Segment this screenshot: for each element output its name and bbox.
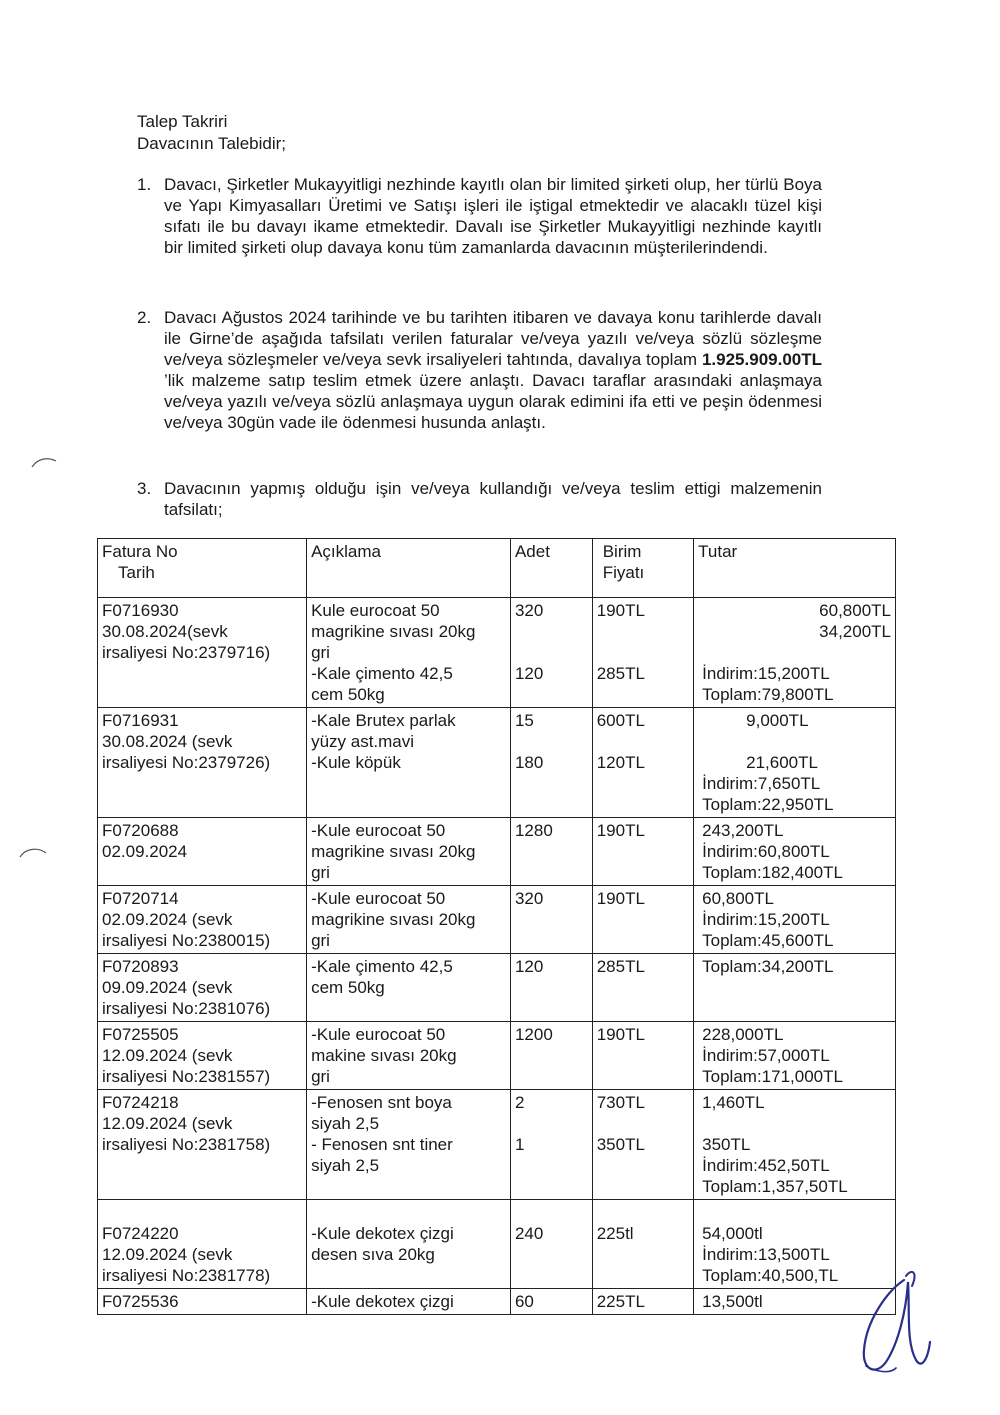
aciklama-line: magrikine sıvası 20kg — [311, 842, 476, 861]
adet-line — [515, 642, 588, 663]
cell-aciklama — [307, 818, 511, 886]
birim-line: 600TL — [596, 711, 645, 730]
paragraph-number: 3. — [137, 479, 152, 498]
cell-adet — [510, 1289, 592, 1315]
document-subtitle: Davacının Talebidir; — [137, 134, 286, 153]
cell-fatura — [98, 886, 307, 954]
fatura-line: 12.09.2024 (sevk — [102, 1245, 233, 1264]
aciklama-line: desen sıva 20kg — [311, 1245, 435, 1264]
tutar-line: Toplam:45,600TL — [702, 931, 834, 950]
invoice-table-body — [98, 598, 896, 1315]
header-birim: Birim Fiyatı — [592, 539, 693, 598]
table-header-row — [98, 539, 896, 598]
tutar-line: 60,800TL — [819, 601, 891, 620]
tutar-line: Toplam:34,200TL — [702, 957, 834, 976]
birim-line — [597, 621, 689, 642]
tutar-line: İndirim:13,500TL — [702, 1245, 830, 1264]
cell-birim — [592, 818, 693, 886]
paragraph-number: 1. — [137, 175, 152, 194]
cell-aciklama — [307, 598, 511, 708]
fatura-line: 12.09.2024 (sevk — [102, 1046, 233, 1065]
cell-fatura — [98, 818, 307, 886]
tutar-line: Toplam:1,357,50TL — [702, 1177, 848, 1196]
fatura-line: F0725505 — [102, 1025, 179, 1044]
tutar-line: 350TL — [702, 1135, 751, 1154]
tutar-line: 21,600TL — [746, 753, 818, 772]
tutar-line: 34,200TL — [819, 622, 891, 641]
cell-adet — [510, 708, 592, 818]
cell-fatura — [98, 708, 307, 818]
tutar-line: İndirim:452,50TL — [702, 1156, 830, 1175]
adet-line: 180 — [514, 753, 544, 772]
tutar-line — [702, 1202, 891, 1223]
adet-line: 240 — [514, 1224, 544, 1243]
tutar-line: 1,460TL — [702, 1093, 765, 1112]
fatura-line: F0720714 — [102, 889, 179, 908]
cell-birim — [592, 708, 693, 818]
table-row — [98, 708, 896, 818]
fatura-line: 02.09.2024 — [102, 842, 188, 861]
cell-adet — [510, 818, 592, 886]
tutar-line — [702, 1113, 891, 1134]
paragraph-3 — [137, 478, 822, 520]
fatura-line: irsaliyesi No:2379716) — [102, 643, 271, 662]
cell-birim — [592, 1022, 693, 1090]
fatura-line: F0716930 — [102, 601, 179, 620]
tutar-line: İndirim:57,000TL — [702, 1046, 830, 1065]
fatura-line: F0720893 — [102, 957, 179, 976]
birim-line: 190TL — [596, 821, 645, 840]
paragraph-text-before: Davacı Ağustos 2024 tarihinde ve bu tarihten itibaren ve davaya konu tarihlerde davalı ile Girne’de aşağıda tafsilatı verilen faturalar ve/veya yazılı ve/veya sözlü sözleşme ve/veya sözleşmeler ve/veya sevk irsaliyeleri tahtında, davalıya toplam — [164, 308, 822, 369]
cell-aciklama — [307, 1289, 511, 1315]
cell-fatura — [98, 1090, 307, 1200]
margin-mark — [30, 455, 58, 469]
cell-tutar — [694, 954, 896, 1022]
aciklama-line: - Fenosen snt tiner — [311, 1135, 453, 1154]
adet-line — [515, 1202, 588, 1223]
cell-adet — [510, 598, 592, 708]
aciklama-line: -Fenosen snt boya — [311, 1093, 452, 1112]
tutar-line — [702, 642, 891, 663]
tutar-line: 54,000tl — [702, 1224, 763, 1243]
aciklama-line: -Kule köpük — [311, 753, 401, 772]
birim-line — [597, 1202, 689, 1223]
aciklama-line: gri — [311, 643, 330, 662]
tutar-line: İndirim:60,800TL — [702, 842, 830, 861]
total-amount: 1.925.909.00TL — [701, 350, 822, 369]
cell-adet — [510, 1022, 592, 1090]
birim-line: 225tl — [596, 1224, 634, 1243]
aciklama-line: -Kale çimento 42,5 — [311, 664, 453, 683]
table-row — [98, 1200, 896, 1289]
cell-birim — [592, 1289, 693, 1315]
adet-line: 120 — [514, 664, 544, 683]
birim-line — [597, 731, 689, 752]
aciklama-line: -Kule eurocoat 50 — [311, 821, 446, 840]
adet-line: 60 — [514, 1292, 534, 1311]
cell-aciklama — [307, 1090, 511, 1200]
cell-tutar — [694, 818, 896, 886]
tutar-line: İndirim:15,200TL — [702, 664, 830, 683]
aciklama-line: yüzy ast.mavi — [311, 732, 415, 751]
paragraph-number: 2. — [137, 308, 152, 327]
paragraph-text: Davacının yapmış olduğu işin ve/veya kullandığı ve/veya teslim ettigi malzemenin tafsilatı; — [164, 479, 822, 519]
aciklama-line: -Kule dekotex çizgi — [311, 1292, 454, 1311]
fatura-line: 30.08.2024(sevk — [102, 622, 228, 641]
cell-aciklama — [307, 1200, 511, 1289]
aciklama-line: -Kale çimento 42,5 — [311, 957, 453, 976]
aciklama-line: cem 50kg — [311, 978, 385, 997]
tutar-line: Toplam:171,000TL — [702, 1067, 843, 1086]
fatura-line: F0725536 — [102, 1292, 179, 1311]
aciklama-line: -Kule eurocoat 50 — [311, 1025, 446, 1044]
tutar-line: Toplam:22,950TL — [702, 795, 834, 814]
table-row — [98, 886, 896, 954]
aciklama-line: gri — [311, 1067, 330, 1086]
paragraph-text-after: ’lik malzeme satıp teslim etmek üzere anlaştı. Davacı taraflar arasındaki anlaşmaya ve/veya yazılı ve/veya sözlü anlaşmaya uygun olarak edimini ifa etti ve peşin ödenmesi ve/veya 30gün vade ile ödenmesi husunda anlaştı. — [164, 371, 822, 432]
fatura-line: F0724220 — [102, 1224, 179, 1243]
header-fatura: Fatura No Tarih — [98, 539, 307, 598]
birim-line: 350TL — [596, 1135, 645, 1154]
aciklama-line: magrikine sıvası 20kg — [311, 622, 476, 641]
cell-tutar — [694, 1022, 896, 1090]
aciklama-line: -Kule dekotex çizgi — [311, 1224, 454, 1243]
birim-line — [597, 1113, 689, 1134]
cell-fatura — [98, 1022, 307, 1090]
adet-line: 320 — [514, 889, 544, 908]
fatura-line: F0724218 — [102, 1093, 179, 1112]
cell-aciklama — [307, 954, 511, 1022]
invoice-table — [97, 538, 896, 1315]
tutar-line — [702, 731, 891, 752]
tutar-line: 228,000TL — [702, 1025, 784, 1044]
table-row — [98, 954, 896, 1022]
fatura-line: irsaliyesi No:2381557) — [102, 1067, 271, 1086]
cell-birim — [592, 886, 693, 954]
aciklama-line: Kule eurocoat 50 — [311, 601, 440, 620]
tutar-line: 60,800TL — [702, 889, 774, 908]
aciklama-line: makine sıvası 20kg — [311, 1046, 457, 1065]
table-row — [98, 598, 896, 708]
header-aciklama: Açıklama — [307, 539, 511, 598]
tutar-line: 13,500tl — [702, 1292, 763, 1311]
fatura-line: 30.08.2024 (sevk — [102, 732, 233, 751]
cell-fatura — [98, 598, 307, 708]
adet-line — [515, 731, 588, 752]
fatura-line: 09.09.2024 (sevk — [102, 978, 233, 997]
document-title: Talep Takriri — [137, 112, 228, 131]
birim-line: 120TL — [596, 753, 645, 772]
paragraph-text — [164, 307, 822, 433]
fatura-line: 12.09.2024 (sevk — [102, 1114, 233, 1133]
cell-aciklama — [307, 1022, 511, 1090]
header-tutar: Tutar — [694, 539, 896, 598]
header-adet: Adet — [510, 539, 592, 598]
adet-line: 2 — [514, 1093, 525, 1112]
cell-tutar — [694, 1090, 896, 1200]
cell-tutar — [694, 708, 896, 818]
cell-adet — [510, 1090, 592, 1200]
fatura-line — [102, 1202, 302, 1223]
birim-line: 285TL — [596, 957, 645, 976]
cell-adet — [510, 1200, 592, 1289]
adet-line: 320 — [514, 601, 544, 620]
aciklama-line: -Kale Brutex parlak — [311, 711, 456, 730]
tutar-line: Toplam:182,400TL — [702, 863, 843, 882]
table-row — [98, 1022, 896, 1090]
aciklama-line — [311, 1202, 506, 1223]
fatura-line: F0716931 — [102, 711, 179, 730]
fatura-line: irsaliyesi No:2381758) — [102, 1135, 271, 1154]
fatura-line: irsaliyesi No:2380015) — [102, 931, 271, 950]
cell-tutar — [694, 886, 896, 954]
aciklama-line: cem 50kg — [311, 685, 385, 704]
aciklama-line: siyah 2,5 — [311, 1114, 380, 1133]
fatura-line: F0720688 — [102, 821, 179, 840]
cell-birim — [592, 1200, 693, 1289]
cell-birim — [592, 954, 693, 1022]
fatura-line: irsaliyesi No:2381778) — [102, 1266, 271, 1285]
cell-tutar — [694, 598, 896, 708]
birim-line: 190TL — [596, 1025, 645, 1044]
adet-line: 1200 — [514, 1025, 553, 1044]
adet-line — [515, 1113, 588, 1134]
adet-line — [515, 621, 588, 642]
aciklama-line: gri — [311, 863, 330, 882]
adet-line: 15 — [514, 711, 534, 730]
aciklama-line: -Kule eurocoat 50 — [311, 889, 446, 908]
adet-line: 1 — [514, 1135, 525, 1154]
cell-aciklama — [307, 708, 511, 818]
cell-fatura — [98, 1289, 307, 1315]
table-row — [98, 1090, 896, 1200]
adet-line: 1280 — [514, 821, 553, 840]
cell-adet — [510, 886, 592, 954]
paragraph-2 — [137, 307, 822, 433]
signature-mark — [846, 1262, 938, 1392]
cell-fatura — [98, 1200, 307, 1289]
paragraph-text: Davacı, Şirketler Mukayyitligi nezhinde kayıtlı olan bir limited şirketi olup, her türlü Boya ve Yapı Kimyasalları Üretimi ve Satışı işleri ile iştigal etmektedir ve alacaklı tüzel kişi sıfatı ile bu davayı ikame etmektedir. Davalı ise Şirketler Mukayyitligi nezhinde kayıtlı bir limited şirketi olup davaya konu tüm zamanlarda davacının müşterilerindendi. — [164, 175, 822, 257]
tutar-line: 243,200TL — [702, 821, 784, 840]
table-row — [98, 1289, 896, 1315]
birim-line: 730TL — [596, 1093, 645, 1112]
cell-birim — [592, 598, 693, 708]
table-row — [98, 818, 896, 886]
fatura-line: irsaliyesi No:2381076) — [102, 999, 271, 1018]
fatura-line: 02.09.2024 (sevk — [102, 910, 233, 929]
margin-mark — [18, 845, 48, 859]
tutar-line: İndirim:15,200TL — [702, 910, 830, 929]
aciklama-line: gri — [311, 931, 330, 950]
birim-line: 190TL — [596, 601, 645, 620]
tutar-line: İndirim:7,650TL — [702, 774, 821, 793]
birim-line: 285TL — [596, 664, 645, 683]
cell-fatura — [98, 954, 307, 1022]
tutar-line: Toplam:40,500,TL — [702, 1266, 839, 1285]
cell-birim — [592, 1090, 693, 1200]
birim-line: 190TL — [596, 889, 645, 908]
tutar-line: Toplam:79,800TL — [702, 685, 834, 704]
adet-line: 120 — [514, 957, 544, 976]
cell-aciklama — [307, 886, 511, 954]
birim-line — [597, 642, 689, 663]
birim-line: 225TL — [596, 1292, 645, 1311]
cell-adet — [510, 954, 592, 1022]
tutar-line: 9,000TL — [746, 711, 809, 730]
aciklama-line: siyah 2,5 — [311, 1156, 380, 1175]
fatura-line: irsaliyesi No:2379726) — [102, 753, 271, 772]
paragraph-1 — [137, 174, 822, 258]
aciklama-line: magrikine sıvası 20kg — [311, 910, 476, 929]
